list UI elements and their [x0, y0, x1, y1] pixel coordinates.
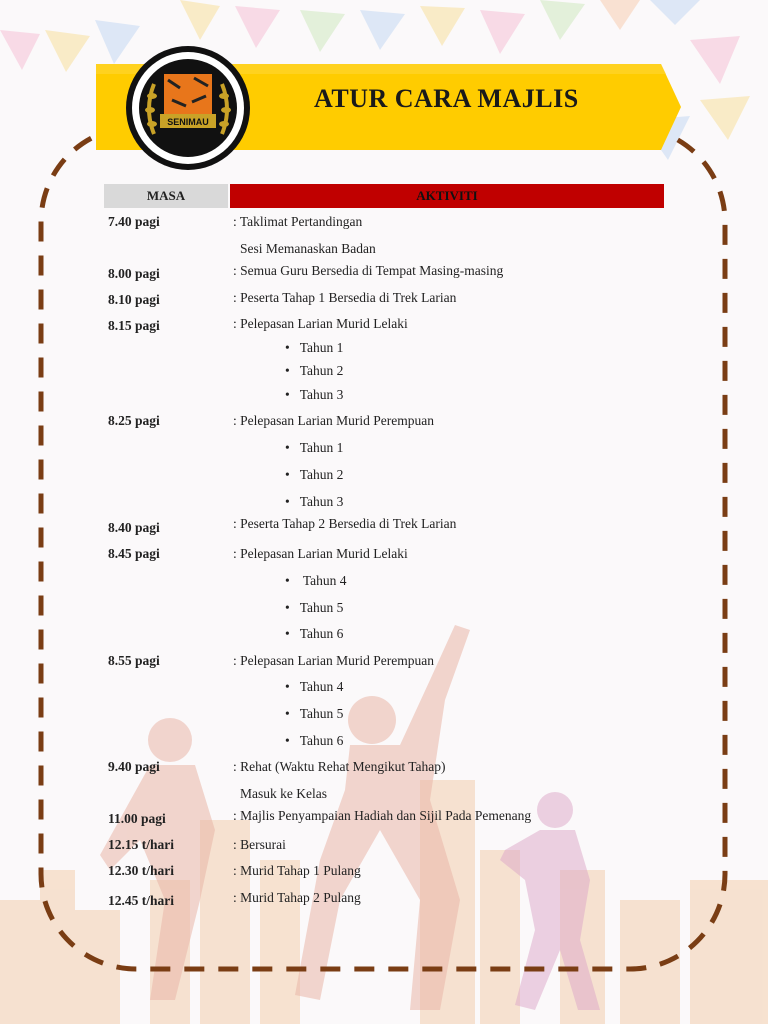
schedule-time: 8.00 pagi — [108, 266, 160, 281]
schedule-bullet: • Tahun 3 — [285, 387, 343, 403]
schedule-time: 8.55 pagi — [108, 653, 160, 668]
schedule-activity: : Peserta Tahap 2 Bersedia di Trek Larian — [233, 516, 457, 531]
page-title: ATUR CARA MAJLIS — [314, 84, 579, 113]
column-header-activity: AKTIVITI — [230, 184, 664, 208]
schedule-time: 8.10 pagi — [108, 292, 160, 307]
schedule-activity: : Majlis Penyampaian Hadiah dan Sijil Pada Pemenang — [233, 808, 532, 823]
schedule-bullet: • Tahun 6 — [285, 626, 343, 642]
schedule-activity: : Semua Guru Bersedia di Tempat Masing-masing — [233, 263, 504, 278]
schedule-bullet: • Tahun 2 — [285, 467, 343, 483]
schedule-bullet: • Tahun 1 — [285, 340, 343, 356]
schedule-activity: : Murid Tahap 2 Pulang — [233, 890, 361, 905]
schedule-bullet: • Tahun 5 — [285, 600, 343, 616]
schedule-bullet: • Tahun 4 — [285, 679, 343, 695]
schedule-activity: : Murid Tahap 1 Pulang — [233, 863, 361, 878]
schedule-activity: : Pelepasan Larian Murid Lelaki — [233, 546, 408, 561]
schedule-time: 12.15 t/hari — [108, 837, 174, 852]
schedule-bullet: • Tahun 5 — [285, 706, 343, 722]
schedule-time: 7.40 pagi — [108, 214, 160, 229]
schedule-bullet: • Tahun 1 — [285, 440, 343, 456]
schedule-activity: : Pelepasan Larian Murid Perempuan — [233, 653, 434, 668]
schedule-time: 8.25 pagi — [108, 413, 160, 428]
schedule-time: 8.45 pagi — [108, 546, 160, 561]
schedule-time: 8.15 pagi — [108, 318, 160, 333]
column-header-time: MASA — [104, 184, 228, 208]
schedule-bullet: • Tahun 6 — [285, 733, 343, 749]
schedule-activity-subline: Masuk ke Kelas — [240, 786, 327, 801]
schedule-time: 12.45 t/hari — [108, 893, 174, 908]
schedule-bullet: • Tahun 2 — [285, 363, 343, 379]
schedule-bullet: • Tahun 4 — [285, 573, 347, 589]
schedule-activity: : Bersurai — [233, 837, 286, 852]
schedule-time: 9.40 pagi — [108, 759, 160, 774]
schedule-time: 12.30 t/hari — [108, 863, 174, 878]
school-logo-icon — [124, 44, 252, 172]
schedule-activity-subline: Sesi Memanaskan Badan — [240, 241, 376, 256]
schedule-activity: : Pelepasan Larian Murid Perempuan — [233, 413, 434, 428]
schedule-activity: : Rehat (Waktu Rehat Mengikut Tahap) — [233, 759, 446, 774]
schedule-activity: : Peserta Tahap 1 Bersedia di Trek Larian — [233, 290, 457, 305]
schedule-activity: : Taklimat Pertandingan — [233, 214, 363, 229]
logo-text: SENIMAU — [167, 117, 209, 127]
schedule-activity: : Pelepasan Larian Murid Lelaki — [233, 316, 408, 331]
schedule-bullet: • Tahun 3 — [285, 494, 343, 510]
schedule-time: 11.00 pagi — [108, 811, 166, 826]
schedule-time: 8.40 pagi — [108, 520, 160, 535]
